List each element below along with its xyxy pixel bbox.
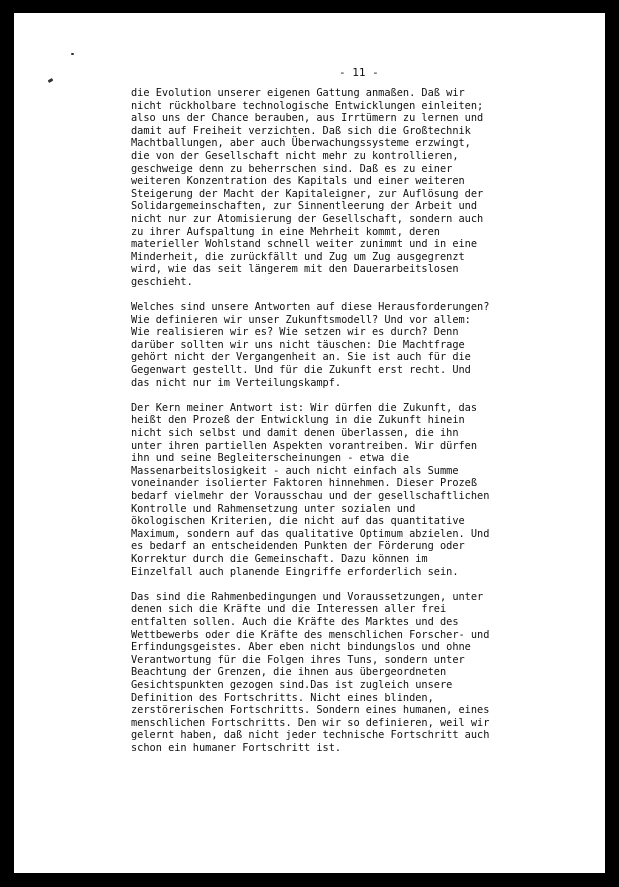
document-body — [131, 87, 553, 767]
text-line: heißt den Prozeß der Entwicklung in die Zukunft hinein — [131, 414, 465, 427]
paragraph — [131, 301, 553, 389]
text-line: Kontrolle und Rahmensetzung unter sozialen und — [131, 502, 416, 515]
text-line: ihn und seine Begleiterscheinungen - etwa die — [131, 452, 410, 465]
text-line: ökologischen Kriterien, die nicht auf das quantitative — [131, 515, 465, 528]
text-line: das nicht nur im Verteilungskampf. — [131, 376, 342, 389]
text-line: zu ihrer Aufspaltung in eine Mehrheit kommt, deren — [131, 225, 440, 238]
text-line: Massenarbeitslosigkeit - auch nicht einfach als Summe — [131, 464, 459, 477]
page-number: - 11 - — [339, 66, 379, 79]
text-line: die Evolution unserer eigenen Gattung anmaßen. Daß wir — [131, 87, 465, 99]
text-line: Das sind die Rahmenbedingungen und Voraussetzungen, unter — [131, 590, 484, 603]
text-line: menschlichen Fortschritts. Den wir so definieren, weil wir — [131, 716, 490, 729]
text-line: damit auf Freiheit verzichten. Daß sich die Großtechnik — [131, 124, 471, 137]
paragraph — [131, 591, 553, 755]
text-line: voneinander isolierter Faktoren hinnehmen. Dieser Prozeß — [131, 477, 478, 490]
text-line: die von der Gesellschaft nicht mehr zu kontrollieren, — [131, 149, 459, 162]
text-line: geschweige denn zu beherrschen sind. Daß es zu einer — [131, 162, 453, 175]
text-line: Solidargemeinschaften, zur Sinnentleerung der Arbeit und — [131, 200, 478, 213]
paragraph — [131, 402, 553, 578]
text-line: Welches sind unsere Antworten auf diese Herausforderungen? — [131, 301, 490, 314]
text-line: Wie definieren wir unser Zukunftsmodell? Und vor allem: — [131, 313, 471, 326]
text-line: entfalten sollen. Auch die Kräfte des Marktes und des — [131, 615, 459, 628]
text-line: Verantwortung für die Folgen ihres Tuns, sondern unter — [131, 653, 465, 666]
text-line: geschieht. — [131, 275, 193, 288]
text-line: gelernt haben, daß nicht jeder technische Fortschritt auch — [131, 729, 490, 742]
text-line: unter ihren partiellen Aspekten vorantreiben. Wir dürfen — [131, 439, 478, 452]
text-line: Maximum, sondern auf das qualitative Optimum abzielen. Und — [131, 527, 490, 540]
text-line: Erfindungsgeistes. Aber eben nicht bindungslos und ohne — [131, 641, 471, 654]
scan-speck — [48, 78, 54, 83]
text-line: schon ein humaner Fortschritt ist. — [131, 741, 342, 754]
text-line: Steigerung der Macht der Kapitaleigner, zur Auflösung der — [131, 187, 484, 200]
text-line: weiteren Konzentration des Kapitals und einer weiteren — [131, 175, 465, 188]
text-line: nicht rückholbare technologische Entwicklungen einleiten; — [131, 99, 484, 112]
text-line: materieller Wohlstand schnell weiter zunimmt und in eine — [131, 238, 478, 251]
text-line: Korrektur durch die Gemeinschaft. Dazu können im — [131, 552, 428, 565]
text-line: gehört nicht der Vergangenheit an. Sie ist auch für die — [131, 351, 471, 364]
text-line: Machtballungen, aber auch Überwachungssysteme erzwingt, — [131, 137, 471, 150]
paragraph — [131, 87, 553, 289]
text-line: Wie realisieren wir es? Wie setzen wir es durch? Denn — [131, 326, 459, 339]
scan-speck — [71, 53, 74, 55]
text-line: bedarf vielmehr der Vorausschau und der gesellschaftlichen — [131, 490, 490, 502]
text-line: also uns der Chance berauben, aus Irrtümern zu lernen und — [131, 112, 484, 125]
text-line: denen sich die Kräfte und die Interessen aller frei — [131, 603, 447, 616]
text-line: zerstörerischen Fortschritts. Sondern eines humanen, eines — [131, 704, 490, 717]
text-line: Definition des Fortschritts. Nicht eines blinden, — [131, 691, 434, 704]
text-line: Der Kern meiner Antwort ist: Wir dürfen die Zukunft, das — [131, 401, 478, 414]
text-line: Wettbewerbs oder die Kräfte des menschlichen Forscher- und — [131, 628, 490, 641]
text-line: Beachtung der Grenzen, die ihnen aus übergeordneten — [131, 666, 447, 679]
text-line: wird, wie das seit längerem mit den Dauerarbeitslosen — [131, 263, 459, 276]
text-line: Gesichtspunkten gezogen sind.Das ist zugleich unsere — [131, 678, 453, 691]
text-line: Minderheit, die zurückfällt und Zug um Zug ausgegrenzt — [131, 250, 465, 263]
text-line: darüber sollten wir uns nicht täuschen: Die Machtfrage — [131, 338, 465, 351]
text-line: Einzelfall auch planende Eingriffe erforderlich sein. — [131, 565, 459, 578]
text-line: es bedarf an entscheidenden Punkten der Förderung oder — [131, 540, 465, 553]
text-line: Gegenwart gestellt. Und für die Zukunft erst recht. Und — [131, 364, 471, 377]
text-line: nicht nur zur Atomisierung der Gesellschaft, sondern auch — [131, 212, 484, 225]
text-line: nicht sich selbst und damit denen überlassen, die ihn — [131, 427, 459, 440]
